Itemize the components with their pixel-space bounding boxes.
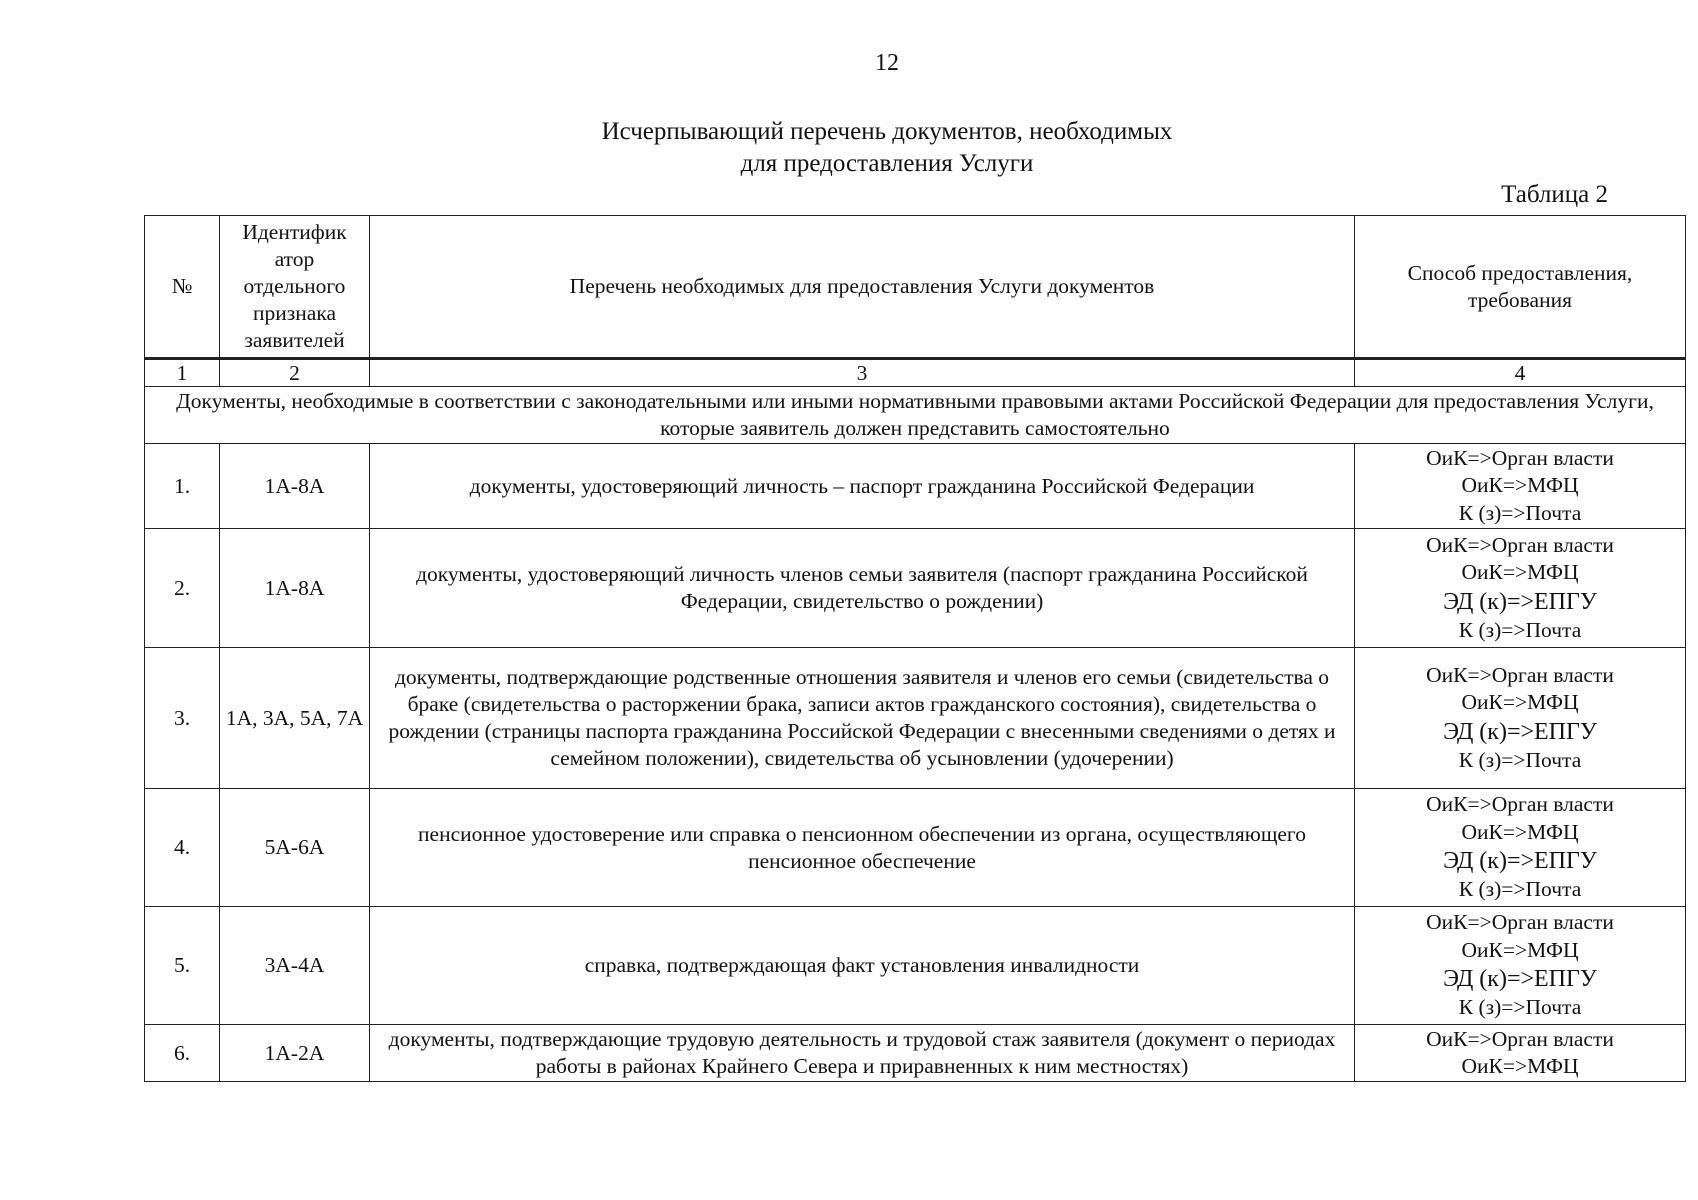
method-item: ОиК=>МФЦ [1461, 690, 1579, 715]
method-item: ОиК=>Орган власти [1426, 792, 1614, 817]
method-item: ЭД (к)=>ЕПГУ [1443, 588, 1597, 615]
row-document: справка, подтверждающая факт установления инвалидности [370, 907, 1355, 1025]
table-row [145, 444, 1686, 529]
header-identifier-line: отдельного [243, 274, 346, 298]
row-identifier: 1А-2А [220, 1025, 370, 1082]
table-row [145, 529, 1686, 648]
method-item: ОиК=>МФЦ [1461, 937, 1579, 962]
row-identifier: 1А, 3А, 5А, 7А [220, 648, 370, 789]
page-title-line-2: для предоставления Услуги [740, 150, 1034, 177]
method-item: ОиК=>МФЦ [1461, 819, 1579, 844]
method-item: ЭД (к)=>ЕПГУ [1443, 718, 1597, 745]
row-number: 5. [145, 907, 220, 1025]
method-item: ОиК=>Орган власти [1426, 1026, 1614, 1051]
method-item: ОиК=>Орган власти [1426, 445, 1614, 470]
method-item: ОиК=>МФЦ [1461, 1054, 1579, 1078]
header-identifier [220, 216, 370, 359]
row-methods [1355, 789, 1686, 907]
documents-table [144, 215, 1686, 1082]
method-item: ОиК=>Орган власти [1426, 910, 1614, 935]
row-number: 2. [145, 529, 220, 648]
row-document: документы, удостоверяющий личность – паспорт гражданина Российской Федерации [370, 444, 1355, 529]
header-methods [1355, 216, 1686, 359]
row-methods [1355, 1025, 1686, 1082]
header-identifier-line: признака [253, 301, 336, 325]
row-identifier: 1А-8А [220, 444, 370, 529]
method-item: К (з)=>Почта [1458, 877, 1582, 902]
column-index-row [145, 359, 1686, 387]
method-item: К (з)=>Почта [1458, 617, 1582, 642]
row-number: 4. [145, 789, 220, 907]
column-index: 3 [370, 359, 1355, 387]
method-item: К (з)=>Почта [1458, 747, 1582, 772]
row-identifier: 5А-6А [220, 789, 370, 907]
row-methods [1355, 444, 1686, 529]
row-identifier: 3А-4А [220, 907, 370, 1025]
row-document: документы, подтверждающие трудовую деятельность и трудовой стаж заявителя (документ о периодах работы в районах Крайнего Севера и приравненных к ним местностях) [370, 1025, 1355, 1082]
table-row [145, 789, 1686, 907]
column-index: 4 [1355, 359, 1686, 387]
page-title-line-1: Исчерпывающий перечень документов, необходимых [601, 118, 1173, 145]
row-document: пенсионное удостоверение или справка о пенсионном обеспечении из органа, осуществляющего пенсионное обеспечение [370, 789, 1355, 907]
row-methods [1355, 907, 1686, 1025]
row-document: документы, удостоверяющий личность членов семьи заявителя (паспорт гражданина Российской Федерации, свидетельство о рождении) [370, 529, 1355, 648]
column-index: 2 [220, 359, 370, 387]
table-row [145, 907, 1686, 1025]
row-document: документы, подтверждающие родственные отношения заявителя и членов его семьи (свидетельства о браке (свидетельства о расторжении брака, записи актов гражданского состояния), свидетельства о рождении (страницы паспорта гражданина Российской Федерации с внесенными сведениями о детях и семейном положении), свидетельства об усыновлении (удочерении) [370, 648, 1355, 789]
row-number: 3. [145, 648, 220, 789]
method-item: К (з)=>Почта [1458, 500, 1582, 525]
section-heading: Документы, необходимые в соответствии с законодательными или иными нормативными правовыми актами Российской Федерации для предоставления Услуги, которые заявитель должен представить самостоятельно [145, 387, 1686, 444]
header-identifier-line: атор [274, 247, 315, 271]
page-number: 12 [875, 50, 899, 76]
page-title [0, 116, 1698, 180]
header-num: № [145, 216, 220, 359]
section-heading-row [145, 387, 1686, 444]
table-row [145, 648, 1686, 789]
row-methods [1355, 529, 1686, 648]
row-number: 6. [145, 1025, 220, 1082]
header-identifier-line: Идентифик [242, 220, 347, 244]
header-methods-line: Способ предоставления, [1407, 260, 1633, 285]
row-methods [1355, 648, 1686, 789]
method-item: ОиК=>Орган власти [1426, 532, 1614, 557]
table-header-row [145, 216, 1686, 359]
method-item: ЭД (к)=>ЕПГУ [1443, 848, 1597, 875]
table-label: Таблица 2 [1501, 181, 1608, 208]
method-item: К (з)=>Почта [1458, 995, 1582, 1020]
row-identifier: 1А-8А [220, 529, 370, 648]
method-item: ОиК=>Орган власти [1426, 662, 1614, 687]
header-methods-line: требования [1468, 287, 1572, 312]
method-item: ОиК=>МФЦ [1461, 560, 1579, 585]
table-row [145, 1025, 1686, 1082]
method-item: ОиК=>МФЦ [1461, 473, 1579, 498]
header-identifier-line: заявителей [244, 328, 345, 352]
column-index: 1 [145, 359, 220, 387]
method-item: ЭД (к)=>ЕПГУ [1443, 966, 1597, 993]
header-documents: Перечень необходимых для предоставления Услуги документов [370, 216, 1355, 359]
row-number: 1. [145, 444, 220, 529]
